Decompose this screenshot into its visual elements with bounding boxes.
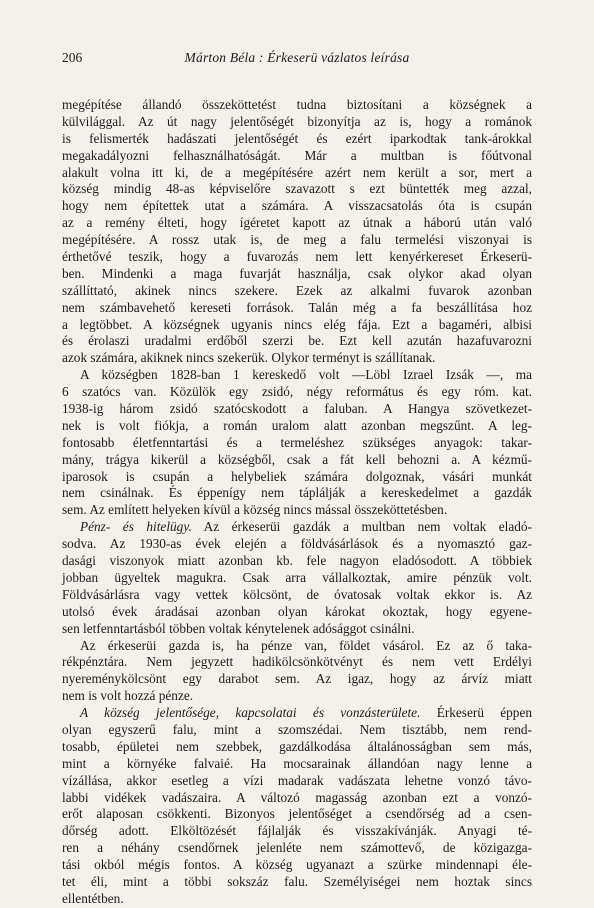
text-line: tet éli, mint a többi sokszáz falu. Személyiségei nem hoztak sincs [62, 873, 532, 889]
text-line: azok számára, akiknek nincs szekerük. Olykor terményt is szállítanak. [62, 350, 436, 366]
text-line: megépítésére. A rossz utak is, de meg a falu termelési viszonyai is [62, 232, 532, 248]
text-line: hogy nem építettek utat a számára. A visszacsatolás óta is csupán [62, 198, 532, 214]
text-line: nek is volt fiókja, a román uralom alatt azonban megszűnt. A leg- [62, 417, 532, 433]
section-heading: A község jelentősége, kapcsolatai és vonzásterülete. [80, 705, 421, 721]
text-line: és érolaszi uradalmi erdőből szerzi be. Ezt kell azután hazafuvarozni [62, 333, 532, 349]
running-title: Márton Béla : Érkeserü vázlatos leírása [184, 50, 410, 65]
text-line: labbi vidékek vadászaira. A változó magasság azonban ezt a vonzó- [62, 789, 532, 805]
text-line: az a remény élteti, hogy ígéretet kapott az útnak a háború után való [62, 215, 532, 231]
heading-continuation: Az érkeserüi gazdák a multban nem voltak eladó- [191, 519, 532, 535]
heading-continuation: Érkeserü éppen [420, 705, 532, 721]
text-line: szállíttató, akinek nincs szekere. Ezek az alkalmi fuvarok azonban [62, 282, 532, 298]
text-line: 1938-ig három zsidó szatócskodott a faluban. A Hangya szövetkezet- [62, 401, 532, 417]
text-line: község mindig 48-as képviselőre szavazott s ezt büntették meg azzal, [62, 181, 532, 197]
text-line: rékpénztára. Nem jegyzett hadikölcsönkötvényt és nem vett Erdélyi [62, 654, 532, 670]
text-line: ren a néhány csendőrnek jelenléte nem számottevő, de közigazga- [62, 840, 532, 856]
text-line: megakadályozni felhasználhatóságát. Már a multban is főútvonal [62, 147, 532, 163]
text-line: tosabb, épületei nem szebbek, gazdálkodása általánosságban sem más, [62, 738, 532, 754]
text-line: külvilággal. Az út nagy jelentőségét bizonyítja az is, hogy a románok [62, 113, 532, 129]
text-line: 6 szatócs van. Közülök egy zsidó, négy református és egy róm. kat. [62, 384, 532, 400]
text-line: mint a környéke falvaié. Ha mocsarainak állandóan nagy lenne a [62, 755, 532, 771]
text-line: mány, trágya kikerül a községből, csak a fát kell behozni a. A kézmű- [62, 451, 532, 467]
text-line: Földvásárlásra vagy vettek kölcsönt, de óvatosak voltak ekkor is. Az [62, 586, 532, 602]
text-line: dasági viszonyok miatt azonban kb. fele nagyon eladósodott. A többiek [62, 553, 532, 569]
text-line: megépítése állandó összeköttetést tudna biztosítani a községnek a [62, 97, 532, 112]
text-line: érthetővé teszik, hogy a fuvarozás nem lett kenyérkereset Érkeserü- [62, 249, 532, 265]
text-line: sodva. Az 1930-as évek elején a földvásárlások és a nyomasztó gaz- [62, 536, 532, 552]
text-line: sem. Az említett helyeken kívül a község nincs mással összeköttetésben. [62, 502, 448, 518]
text-line: dőrség adott. Elköltözését fájlalják és visszakívánják. Anyagi té- [62, 823, 532, 839]
section-heading: Pénz- és hitelügy. [80, 519, 192, 535]
text-line: nem csinálnak. És éppenígy nem táplálják a kereskedelmet a gazdák [62, 485, 532, 501]
text-line: ben. Mindenki a maga fuvarját használja, csak olykor akad olyan [62, 265, 532, 281]
page-number: 206 [62, 50, 83, 65]
text-line: sen letfenntartásból többen voltak kénytelenek adósággot csinálni. [62, 620, 415, 636]
text-line: is felismerték hadászati jelentőségét és ezért iparkodtak tank-árokkal [62, 130, 532, 146]
text-line: a legtöbbet. A községnek ugyanis nincs elég fája. Ezt a bagaméri, albisi [62, 316, 532, 332]
text-line [62, 705, 532, 722]
text-line: A községben 1828-ban 1 kereskedő volt —Löbl Izrael Izsák —, ma [80, 367, 532, 383]
text-line: nyereménykölcsönt egy darabot sem. Az igaz, hogy az árvíz miatt [62, 671, 532, 687]
page-header [58, 50, 536, 68]
text-line: jobban ügyeltek magukra. Csak arra vállalkoztak, amire pénzük volt. [62, 569, 532, 585]
text-line: utolsó évek áradásai azonban olyan károkat okoztak, hogy egyene- [62, 603, 532, 619]
text-line: fontosabb életfenntartási és a termeléshez szükséges anyagok: takar- [62, 434, 532, 450]
text-line: Az érkeserüi gazda is, ha pénze van, földet vásárol. Ez az ő taka- [80, 637, 532, 653]
text-line: erőt alaposan csökkenti. Bizonyos jelentőséget a csendőrség ad a csen- [62, 806, 532, 822]
text-line: nem is volt hozzá pénze. [62, 688, 194, 704]
text-line: nem számbavehető kereseti források. Talán még a fa beszállítása hoz [62, 299, 532, 315]
text-line: alakult volna itt ki, de a megépítésére azért nem került a sor, mert a [62, 164, 532, 180]
text-line: tási okból mégis fontos. A község ugyanazt a szürke mindennapi éle- [62, 857, 532, 873]
text-line: iparosok is csupán a helybeliek számára dolgoznak, vásári munkát [62, 468, 532, 484]
text-line [62, 519, 532, 536]
text-line: ellentétben. [62, 890, 124, 906]
text-line: vízállása, akkor esetleg a vízi madarak vadászata lehetne vonzó távo- [62, 772, 532, 788]
body-text [62, 97, 532, 908]
text-line: olyan egyszerű falu, mint a szomszédai. Nem tisztább, nem rend- [62, 721, 532, 737]
